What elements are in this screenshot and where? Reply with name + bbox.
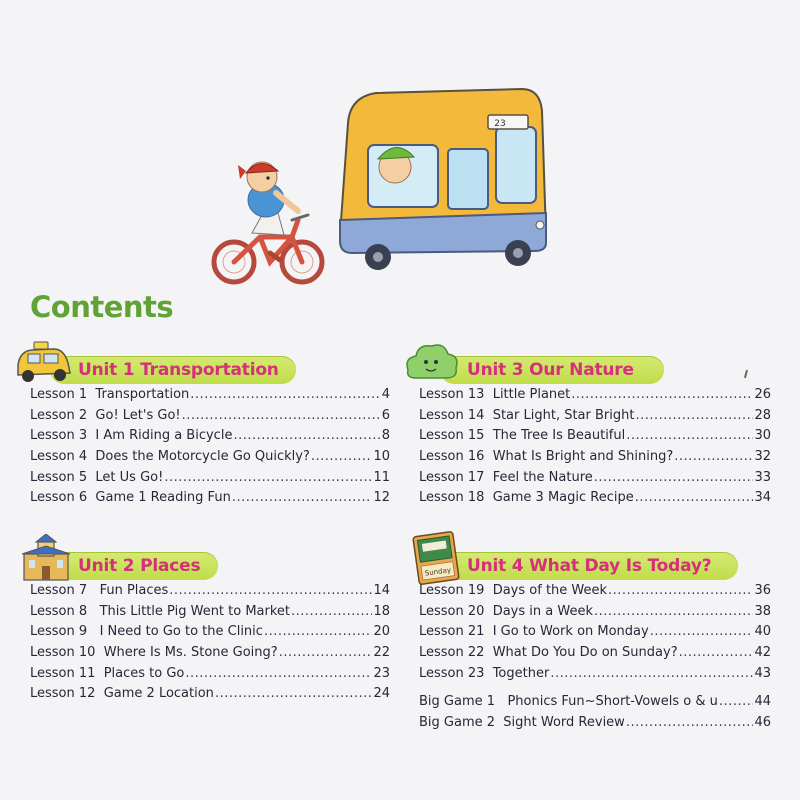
lesson-number: Lesson 1 (30, 387, 88, 402)
lesson-number: Lesson 5 (30, 469, 88, 485)
lesson-item[interactable] (30, 387, 390, 408)
lesson-list (30, 387, 390, 511)
lesson-title: This Little Pig Went to Market (99, 603, 291, 619)
lesson-title: What Is Bright and Shining? (492, 449, 674, 465)
lesson-title: Little Planet (492, 387, 571, 402)
lesson-item[interactable] (419, 645, 771, 666)
pencil-mark (744, 370, 748, 378)
page-number: 32 (754, 449, 771, 465)
big-game-item[interactable] (419, 694, 771, 715)
lesson-title: Game 2 Location (103, 686, 214, 702)
page-number: 14 (373, 583, 390, 598)
lesson-number: Lesson 16 (419, 449, 485, 465)
lesson-item[interactable] (30, 470, 390, 491)
dot-leader (182, 408, 381, 423)
bus-icon (340, 89, 546, 270)
lesson-item[interactable] (419, 666, 771, 687)
lesson-number: Lesson 8 (30, 603, 88, 619)
lesson-item[interactable] (419, 624, 771, 645)
dot-leader (719, 694, 754, 709)
lesson-number: Lesson 19 (419, 583, 485, 598)
dot-leader (635, 490, 754, 505)
lesson-list (419, 387, 771, 511)
lesson-item[interactable] (419, 490, 771, 511)
page-number: 4 (381, 387, 390, 402)
bus-and-bicycle-illustration (200, 85, 580, 285)
unit-title: Unit 1 Transportation (78, 360, 279, 380)
unit-title: Unit 3 Our Nature (467, 360, 634, 380)
page-number: 40 (754, 624, 771, 640)
lesson-title: Fun Places (99, 583, 169, 598)
dot-leader (169, 583, 372, 598)
page-number: 26 (754, 387, 771, 402)
lesson-number: Lesson 2 (30, 407, 88, 423)
lesson-number: Lesson 12 (30, 686, 96, 702)
lesson-title: Transportation (95, 387, 190, 402)
lesson-title: Days in a Week (492, 603, 593, 619)
page-number: 10 (373, 449, 390, 465)
dot-leader (279, 645, 373, 660)
page-number: 33 (754, 469, 771, 485)
lesson-number: Lesson 22 (419, 645, 485, 661)
dot-leader (635, 408, 753, 423)
page-number: 34 (754, 490, 771, 506)
lesson-title: Let Us Go! (95, 469, 164, 485)
lesson-item[interactable] (419, 470, 771, 491)
lesson-item[interactable] (419, 449, 771, 470)
bush-icon (402, 340, 462, 382)
dot-leader (164, 470, 372, 485)
lesson-number: Lesson 6 (30, 490, 88, 506)
page-number: 11 (373, 469, 390, 485)
lesson-item[interactable] (419, 387, 771, 408)
lesson-number: Lesson 13 (419, 387, 485, 402)
lesson-item[interactable] (30, 686, 390, 707)
page-number: 30 (754, 428, 771, 444)
lesson-item[interactable] (30, 666, 390, 687)
big-game-list (419, 694, 771, 735)
lesson-number: Lesson 11 (30, 665, 96, 681)
dot-leader (626, 428, 753, 443)
lesson-title: Star Light, Star Bright (492, 407, 635, 423)
lesson-number: Lesson 15 (419, 428, 485, 444)
lesson-item[interactable] (419, 583, 771, 604)
lesson-title: Where Is Ms. Stone Going? (103, 645, 278, 661)
lesson-number: Lesson 3 (30, 428, 88, 444)
dot-leader (571, 387, 753, 402)
lesson-title: Feel the Nature (492, 469, 593, 485)
lesson-number: Lesson 21 (419, 624, 485, 640)
page-number: 28 (754, 407, 771, 423)
lesson-title: Game 3 Magic Recipe (492, 490, 634, 506)
page-number: 12 (373, 490, 390, 506)
lesson-title: Days of the Week (492, 583, 608, 598)
big-game-number: Big Game 2 (419, 714, 496, 730)
page-number: 44 (754, 694, 771, 709)
lesson-item[interactable] (30, 645, 390, 666)
lesson-number: Lesson 10 (30, 645, 96, 661)
lesson-list (419, 583, 771, 686)
dot-leader (679, 645, 754, 660)
page-number: 23 (373, 665, 390, 681)
lesson-item[interactable] (419, 604, 771, 625)
page-title: Contents (30, 290, 174, 324)
dot-leader (608, 583, 753, 598)
page-number: 42 (754, 645, 771, 661)
dot-leader (594, 470, 754, 485)
lesson-number: Lesson 4 (30, 449, 88, 465)
page-number: 20 (373, 624, 390, 640)
page-number: 8 (381, 428, 390, 444)
page-number: 38 (754, 603, 771, 619)
lesson-item[interactable] (30, 624, 390, 645)
big-game-title: Phonics Fun~Short-Vowels o & u (507, 694, 718, 709)
dot-leader (215, 686, 373, 701)
dot-leader (594, 604, 753, 619)
dot-leader (232, 490, 373, 505)
page-number: 22 (373, 645, 390, 661)
big-game-item[interactable] (419, 715, 771, 736)
dot-leader (650, 624, 754, 639)
dot-leader (264, 624, 373, 639)
lesson-item[interactable] (30, 583, 390, 604)
dot-leader (190, 387, 380, 402)
unit-title: Unit 4 What Day Is Today? (467, 556, 712, 576)
big-game-title: Sight Word Review (503, 714, 625, 730)
page-number: 43 (754, 665, 771, 681)
lesson-number: Lesson 7 (30, 583, 88, 598)
lesson-number: Lesson 18 (419, 490, 485, 506)
lesson-item[interactable] (30, 490, 390, 511)
lesson-number: Lesson 9 (30, 624, 88, 640)
page-number: 36 (754, 583, 771, 598)
lesson-title: I Go to Work on Monday (492, 624, 649, 640)
lesson-item[interactable] (30, 408, 390, 429)
lesson-number: Lesson 23 (419, 665, 485, 681)
lesson-item[interactable] (419, 428, 771, 449)
page-number: 46 (754, 714, 771, 730)
lesson-item[interactable] (30, 604, 390, 625)
calendar-icon (410, 530, 462, 586)
dot-leader (291, 604, 372, 619)
lesson-title: The Tree Is Beautiful (492, 428, 626, 444)
bus-number: 23 (494, 119, 506, 129)
lesson-title: Places to Go (103, 665, 185, 681)
lesson-title: Together (492, 665, 550, 681)
lesson-title: Go! Let's Go! (95, 407, 181, 423)
lesson-number: Lesson 17 (419, 469, 485, 485)
page-number: 6 (381, 407, 390, 423)
lesson-title: Game 1 Reading Fun (95, 490, 231, 506)
taxi-icon (14, 339, 74, 385)
lesson-number: Lesson 14 (419, 407, 485, 423)
building-icon (20, 534, 72, 582)
dot-leader (626, 715, 754, 730)
lesson-title: I Need to Go to the Clinic (99, 624, 263, 640)
calendar-label: Sunday (424, 566, 452, 578)
page-number: 18 (373, 603, 390, 619)
lesson-title: What Do You Do on Sunday? (492, 645, 678, 661)
dot-leader (674, 449, 753, 464)
dot-leader (185, 666, 372, 681)
lesson-title: Does the Motorcycle Go Quickly? (95, 449, 310, 465)
dot-leader (311, 449, 373, 464)
lesson-item[interactable] (30, 449, 390, 470)
big-game-number: Big Game 1 (419, 694, 496, 709)
lesson-title: I Am Riding a Bicycle (95, 428, 233, 444)
unit-title: Unit 2 Places (78, 556, 201, 576)
lesson-item[interactable] (419, 408, 771, 429)
dot-leader (233, 428, 380, 443)
page-number: 24 (373, 686, 390, 702)
dot-leader (550, 666, 753, 681)
lesson-item[interactable] (30, 428, 390, 449)
lesson-number: Lesson 20 (419, 603, 485, 619)
lesson-list (30, 583, 390, 707)
